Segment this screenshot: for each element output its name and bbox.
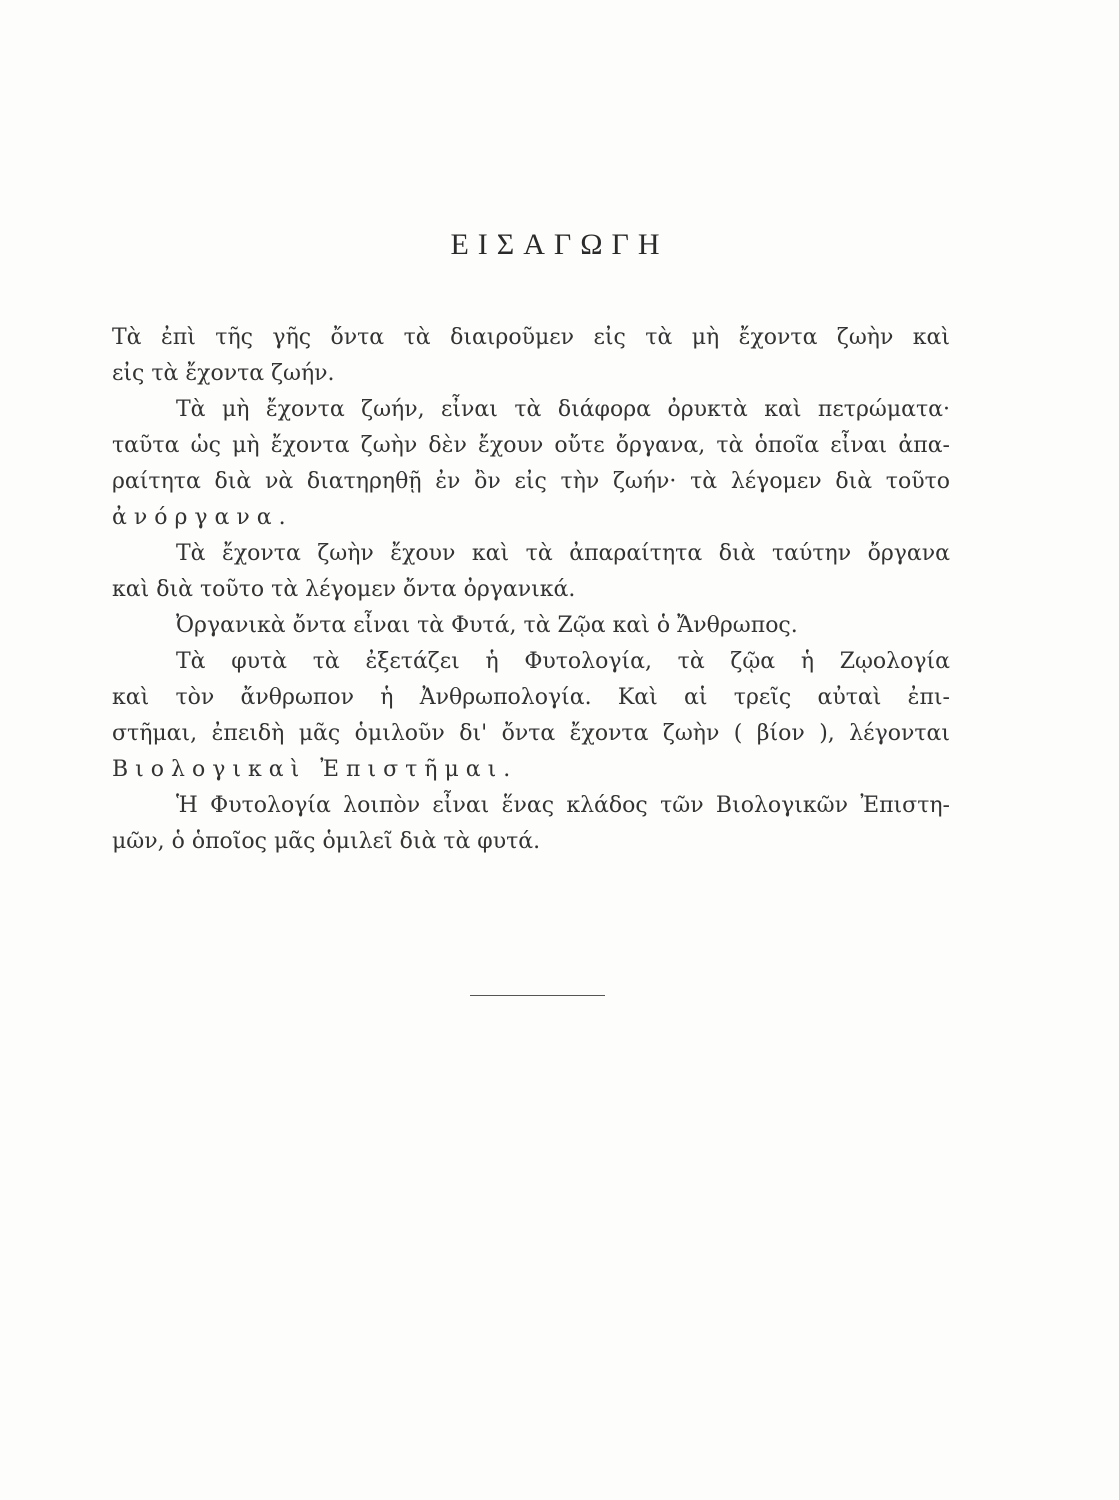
text-line: Ἡ Φυτολογία λοιπὸν εἶναι ἕνας κλάδος τῶν Βιολογικῶν Ἐπιστη- xyxy=(176,793,950,818)
text-line: Ὀργανικὰ ὄντα εἶναι τὰ Φυτά, τὰ Ζῷα καὶ ὁ Ἄνθρωπος. xyxy=(176,613,798,638)
text-line: Τὰ ἐπὶ τῆς γῆς ὄντα τὰ διαιροῦμεν εἰς τὰ μὴ ἔχοντα ζωὴν καὶ xyxy=(112,325,950,350)
section-divider xyxy=(470,995,605,996)
text-line: ταῦτα ὡς μὴ ἔχοντα ζωὴν δὲν ἔχουν οὔτε ὄργανα, τὰ ὁποῖα εἶναι ἀπα- xyxy=(112,433,950,458)
text-line: καὶ διὰ τοῦτο τὰ λέγομεν ὄντα ὀργανικά. xyxy=(112,577,576,602)
text-line: Τὰ φυτὰ τὰ ἐξετάζει ἡ Φυτολογία, τὰ ζῷα ἡ Ζῳολογία xyxy=(176,649,950,674)
body-text xyxy=(112,320,950,860)
text-line: εἰς τὰ ἔχοντα ζωήν. xyxy=(112,361,335,386)
text-line: καὶ τὸν ἄνθρωπον ἡ Ἀνθρωπολογία. Καὶ αἱ τρεῖς αὐταὶ ἐπι- xyxy=(112,685,950,710)
text-line: ραίτητα διὰ νὰ διατηρηθῇ ἐν ὂν εἰς τὴν ζωήν· τὰ λέγομεν διὰ τοῦτο xyxy=(112,469,950,494)
text-line: Βιολογικαὶ Ἐπιστῆμαι. xyxy=(112,757,518,782)
text-line: Τὰ μὴ ἔχοντα ζωήν, εἶναι τὰ διάφορα ὀρυκτὰ καὶ πετρώματα· xyxy=(176,397,950,422)
text-line: Τὰ ἔχοντα ζωὴν ἔχουν καὶ τὰ ἀπαραίτητα διὰ ταύτην ὄργανα xyxy=(176,541,950,566)
text-line: στῆμαι, ἐπειδὴ μᾶς ὁμιλοῦν δι' ὄντα ἔχοντα ζωὴν ( βίον ), λέγονται xyxy=(112,721,950,746)
text-line: ἀνόργανα. xyxy=(112,505,293,530)
page-title: ΕΙΣΑΓΩΓΗ xyxy=(450,228,669,261)
text-line: μῶν, ὁ ὁποῖος μᾶς ὁμιλεῖ διὰ τὰ φυτά. xyxy=(112,829,541,854)
